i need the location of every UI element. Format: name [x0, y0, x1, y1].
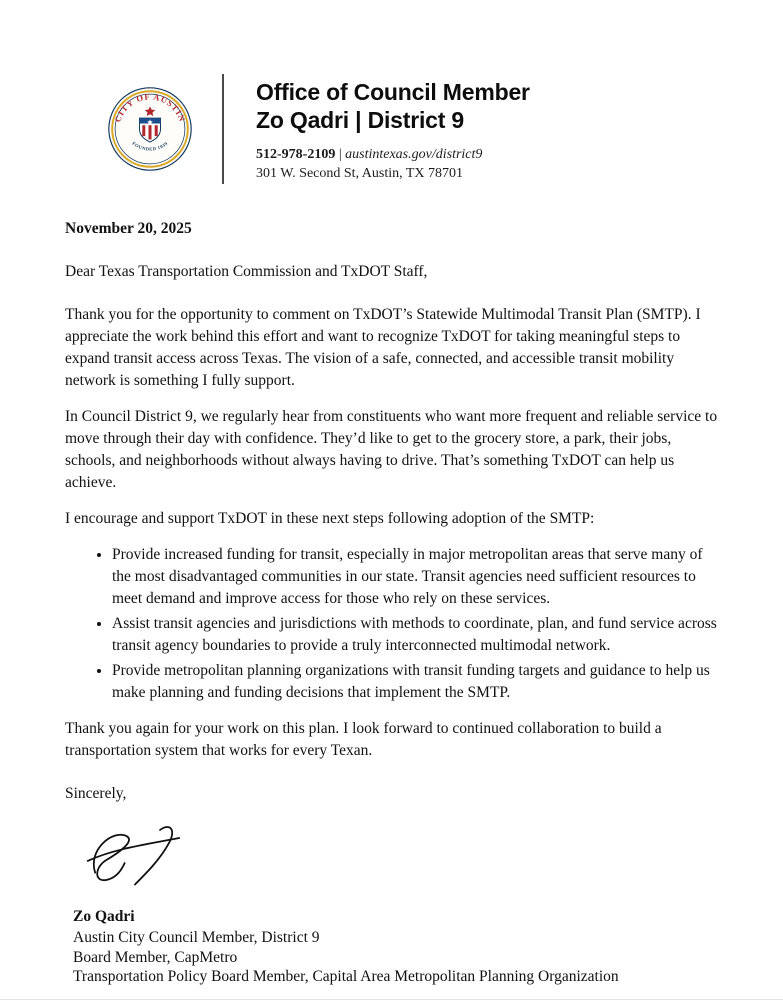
contact-phone: 512-978-2109: [256, 146, 336, 162]
contact-address: 301 W. Second St, Austin, TX 78701: [256, 165, 464, 181]
letterhead-divider: [222, 74, 224, 184]
paragraph-2: In Council District 9, we regularly hear from constituents who want more frequent and reliable service to move through their day with confidence. They’d like to get to the grocery store, a park, their jobs, schools, and neighborhoods without always having to drive. That’s something TxDOT can help us achieve.: [65, 408, 718, 491]
bullet-item-2: • Assist transit agencies and jurisdictions with methods to coordinate, plan, and fund service across transit agency boundaries to provide a truly interconnected multimodal network.: [112, 613, 725, 657]
contact-block: [256, 145, 530, 183]
signature-name: Zo Qadri: [73, 908, 135, 925]
signature-title-1: Austin City Council Member, District 9: [73, 929, 320, 946]
letterhead: [0, 0, 783, 184]
closing-paragraph: Thank you again for your work on this plan. I look forward to continued collaboration to build a transportation system that works for every Texan.: [65, 720, 662, 759]
bullet-item-3: • Provide metropolitan planning organizations with transit funding targets and guidance to help us make planning and funding decisions that implement the SMTP.: [112, 660, 725, 704]
paragraph-3-intro: I encourage and support TxDOT in these next steps following adoption of the SMTP:: [65, 510, 595, 527]
office-title-line2: Zo Qadri | District 9: [256, 106, 464, 133]
signature-title-3: Transportation Policy Board Member, Capital Area Metropolitan Planning Organization: [73, 968, 619, 986]
date-line: November 20, 2025: [65, 220, 192, 237]
city-of-austin-seal: [108, 87, 192, 171]
letterhead-text: [256, 76, 530, 183]
salutation: Dear Texas Transportation Commission and TxDOT Staff,: [65, 263, 428, 280]
svg-text:FOUNDED 1839: FOUNDED 1839: [131, 140, 169, 152]
letter-body: [65, 218, 725, 987]
svg-text:CITY OF AUSTIN: CITY OF AUSTIN: [113, 92, 187, 124]
contact-line: [256, 145, 530, 164]
signature-titles: [73, 928, 725, 987]
paragraph-1: Thank you for the opportunity to comment on TxDOT’s Statewide Multimodal Transit Plan (SMTP). I appreciate the work behind this effort and want to recognize TxDOT for taking meaningful steps to expand transit access across Texas. The vision of a safe, connected, and accessible transit mobility network is something I fully support.: [65, 306, 701, 389]
signature-icon: [73, 815, 191, 895]
bullet-item-1: • Provide increased funding for transit, especially in major metropolitan areas that serve many of the most disadvantaged communities in our state. Transit agencies need sufficient resources to meet demand and improve access for those who rely on these services.: [112, 544, 725, 610]
office-title-line1: Office of Council Member: [256, 78, 530, 105]
bullet-list: [65, 544, 725, 704]
city-seal-icon: [108, 87, 192, 171]
contact-separator: |: [335, 146, 346, 162]
signature: [73, 815, 725, 987]
contact-website: austintexas.gov/district9: [345, 146, 483, 162]
valediction: Sincerely,: [65, 785, 127, 802]
signature-title-2: Board Member, CapMetro: [73, 948, 238, 966]
